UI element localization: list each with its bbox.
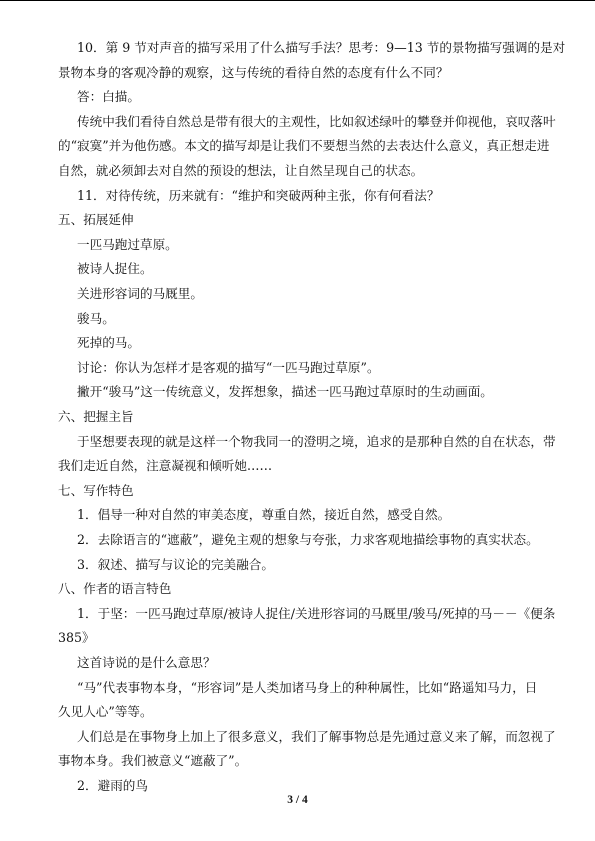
text-line: 3．叙述、描写与议论的完美融合。 — [77, 556, 274, 572]
text-line: 这首诗说的是什么意思？ — [77, 655, 216, 670]
text-line: 人们总是在事物身上加上了很多意义，我们了解事物总是先通过意义来了解，而忽视了 — [77, 728, 556, 744]
text-line: 11．对待传统，历来就有：“维护和突破两种主张，你有何看法？ — [77, 187, 440, 203]
text-line: 自然，就必须卸去对自然的预设的想法，让自然呈现自己的状态。 — [58, 163, 424, 178]
text-line: 被诗人捉住。 — [77, 261, 153, 277]
text-line: 于坚想要表现的就是这样一个物我同一的澄明之境，追求的是那种自然的自在状态，带 — [77, 433, 556, 449]
section-heading: 八、作者的语言特色 — [58, 581, 172, 597]
text-line: 传统中我们看待自然总是带有很大的主观性，比如叙述绿叶的攀登并仰视他，哀叹落叶 — [77, 113, 556, 129]
text-line: “马”代表事物本身，“形容词”是人类加诸马身上的种种属性，比如“路遥知马力，日 — [77, 679, 538, 695]
section-heading: 七、写作特色 — [58, 482, 134, 498]
text-line: 讨论：你认为怎样才是客观的描写“一匹马跑过草原”。 — [77, 359, 380, 375]
text-line: 久见人心”等等。 — [58, 704, 153, 720]
text-line: 1．于坚：一匹马跑过草原/被诗人捉住/关进形容词的马厩里/骏马/死掉的马－－《便条 — [77, 605, 556, 621]
text-line: 答：白描。 — [77, 89, 140, 105]
section-heading: 五、拓展延伸 — [58, 212, 134, 228]
text-line: 2．避雨的鸟 — [77, 778, 148, 793]
text-line: 一匹马跑过草原。 — [77, 236, 178, 252]
text-line: 我们走近自然，注意凝视和倾听她…… — [58, 458, 273, 474]
text-line: 骏马。 — [77, 310, 115, 326]
text-line: 的“寂寞”并为他伤感。本文的描写却是让我们不要想当然的去表达什么意义，真正想走进 — [58, 138, 550, 154]
text-line: 撇开“骏马”这一传统意义，发挥想象，描述一匹马跑过草原时的生动画面。 — [77, 384, 493, 400]
text-line: 景物本身的客观冷静的观察，这与传统的看待自然的态度有什么不同？ — [58, 64, 449, 80]
text-line: 2．去除语言的“遮蔽”，避免主观的想象与夸张，力求客观地描绘事物的真实状态。 — [77, 532, 539, 547]
text-line: 死掉的马。 — [77, 335, 140, 351]
text-line: 10．第 9 节对声音的描写采用了什么描写手法？思考：9—13 节的景物描写强调的是对 — [77, 40, 566, 55]
text-line: 事物本身。我们被意义“遮蔽了”。 — [58, 753, 248, 769]
section-heading: 六、把握主旨 — [58, 409, 134, 424]
text-line: 关进形容词的马厩里。 — [77, 286, 203, 301]
text-line: 1．倡导一种对自然的审美态度，尊重自然，接近自然，感受自然。 — [77, 507, 451, 523]
page-number: 3 / 4 — [287, 794, 308, 806]
text-line: 385》 — [58, 630, 95, 646]
